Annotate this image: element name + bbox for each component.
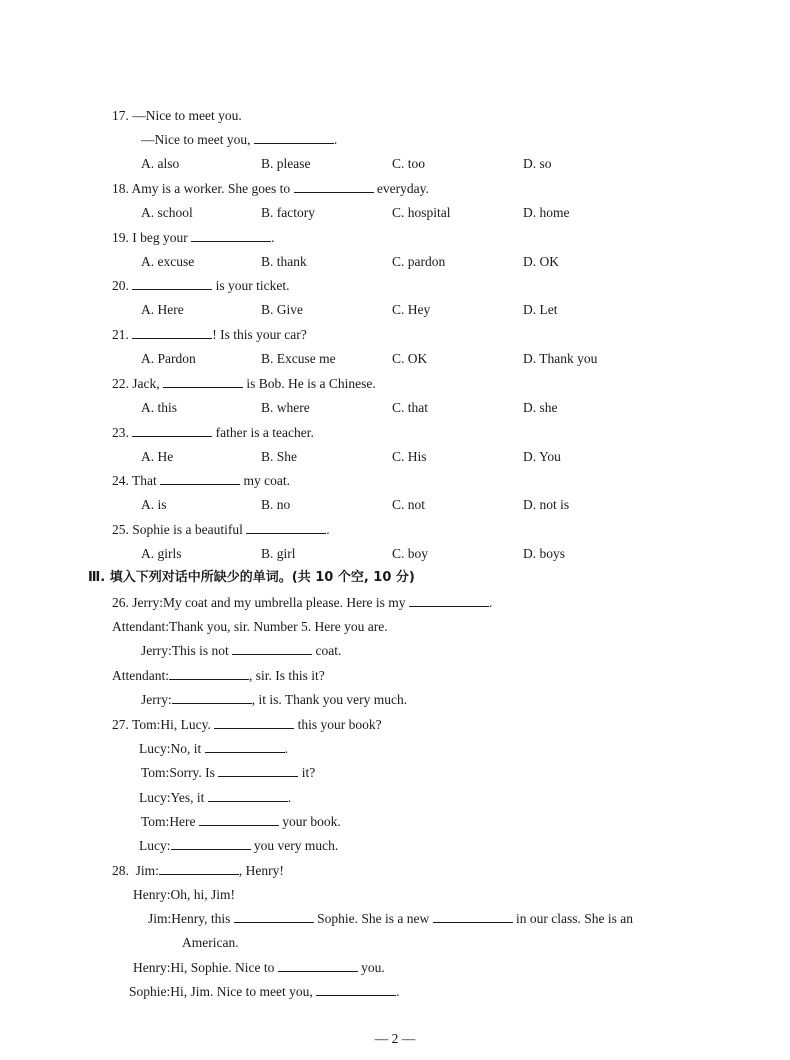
dialogue-text: Henry, this: [171, 911, 231, 926]
option-c: C. boy: [392, 546, 429, 561]
dialogue-26-line-5: [141, 691, 407, 709]
speaker-label: Jerry:: [141, 643, 172, 658]
question-22: [112, 375, 376, 393]
answer-blank[interactable]: [294, 180, 374, 193]
dialogue-28-line-3-cont: American.: [182, 935, 239, 950]
answer-blank[interactable]: [234, 910, 314, 923]
dialogue-text: coat.: [315, 643, 342, 658]
dialogue-27-line-5: [141, 813, 341, 831]
answer-blank[interactable]: [316, 983, 396, 996]
option-d: D. Thank you: [523, 351, 598, 366]
option-a: A. Here: [141, 302, 184, 317]
stem-text: Jack,: [132, 376, 160, 391]
question-number: 25.: [112, 522, 129, 537]
answer-blank[interactable]: [169, 667, 249, 680]
dialogue-text: Sorry. Is: [169, 765, 215, 780]
stem-text: father is a teacher.: [215, 425, 314, 440]
stem-text: —Nice to meet you,: [141, 132, 251, 147]
answer-blank[interactable]: [163, 375, 243, 388]
answer-blank[interactable]: [160, 472, 240, 485]
option-c: C. OK: [392, 351, 428, 366]
dialogue-text: Hi, Lucy.: [160, 717, 211, 732]
question-number: 21.: [112, 327, 129, 342]
question-number: 26.: [112, 595, 129, 610]
dialogue-text: .: [287, 790, 292, 805]
question-number: 20.: [112, 278, 129, 293]
option-d: D. Let: [523, 302, 558, 317]
option-b: B. girl: [261, 546, 296, 561]
dialogue-text: .: [284, 741, 289, 756]
speaker-label: Lucy:: [139, 838, 171, 853]
stem-text: That: [132, 473, 157, 488]
stem-text: Sophie is a beautiful: [132, 522, 243, 537]
dialogue-text: , it is. Thank you very much.: [251, 692, 408, 707]
stem-text: is your ticket.: [215, 278, 290, 293]
dialogue-text: , Henry!: [238, 863, 284, 878]
option-d: D. so: [523, 156, 552, 171]
dialogue-27-line-3: [141, 764, 315, 782]
dialogue-27-line-6: [139, 837, 338, 855]
answer-blank[interactable]: [246, 521, 326, 534]
dialogue-28-line-4: [133, 959, 385, 977]
question-18: [112, 180, 429, 198]
option-d: D. boys: [523, 546, 566, 561]
dialogue-text: Thank you, sir. Number 5. Here you are.: [169, 619, 388, 634]
option-c: C. pardon: [392, 254, 446, 269]
option-b: B. She: [261, 449, 298, 464]
dialogue-28-line-2: [133, 886, 235, 904]
option-a: A. school: [141, 205, 193, 220]
dialogue-text: it?: [301, 765, 316, 780]
stem-text: is Bob. He is a Chinese.: [246, 376, 376, 391]
speaker-label: Sophie:: [129, 984, 171, 999]
question-17: [112, 107, 242, 125]
speaker-label: Lucy:: [139, 741, 171, 756]
question-number: 22.: [112, 376, 129, 391]
option-c: C. hospital: [392, 205, 451, 220]
answer-blank[interactable]: [232, 642, 312, 655]
stem-text: .: [333, 132, 338, 147]
dialogue-27-line-1: [112, 716, 382, 734]
question-25: [112, 521, 330, 539]
question-number: 17.: [112, 108, 129, 123]
dialogue-28-line-3: [148, 910, 633, 928]
dialogue-text: Sophie. She is a new: [317, 911, 430, 926]
dialogue-text: Here: [169, 814, 196, 829]
answer-blank[interactable]: [218, 764, 298, 777]
option-b: B. thank: [261, 254, 307, 269]
dialogue-28-line-5: [129, 983, 400, 1001]
dialogue-text: Yes, it: [170, 790, 205, 805]
dialogue-text: you.: [361, 960, 385, 975]
option-b: B. where: [261, 400, 310, 415]
dialogue-text: This is not: [171, 643, 229, 658]
dialogue-26-line-4: [112, 667, 325, 685]
answer-blank[interactable]: [199, 813, 279, 826]
option-c: C. Hey: [392, 302, 431, 317]
dialogue-26-line-3: [141, 642, 341, 660]
question-24: [112, 472, 290, 490]
question-21: [112, 326, 307, 344]
speaker-label: Tom:: [132, 717, 161, 732]
option-c: C. too: [392, 156, 426, 171]
stem-text: everyday.: [376, 181, 429, 196]
speaker-label: Jim:: [135, 863, 159, 878]
speaker-label: Attendant:: [112, 668, 169, 683]
option-b: B. no: [261, 497, 291, 512]
answer-blank[interactable]: [205, 740, 285, 753]
dialogue-text: No, it: [170, 741, 202, 756]
dialogue-text: .: [396, 984, 400, 999]
answer-blank[interactable]: [254, 131, 334, 144]
answer-blank[interactable]: [171, 837, 251, 850]
option-a: A. girls: [141, 546, 182, 561]
option-d: D. You: [523, 449, 561, 464]
stem-text: .: [326, 522, 330, 537]
option-a: A. He: [141, 449, 174, 464]
option-b: B. Give: [261, 302, 303, 317]
answer-blank[interactable]: [214, 716, 294, 729]
question-number: 27.: [112, 717, 129, 732]
answer-blank[interactable]: [409, 594, 489, 607]
option-b: B. Excuse me: [261, 351, 336, 366]
dialogue-text: your book.: [282, 814, 341, 829]
speaker-label: Jim:: [148, 911, 172, 926]
option-d: D. home: [523, 205, 570, 220]
question-20: [112, 277, 290, 295]
question-number: 28.: [112, 863, 129, 878]
stem-text: ! Is this your car?: [212, 327, 307, 342]
question-17-line2: [141, 131, 337, 149]
question-stem: —Nice to meet you.: [132, 108, 242, 123]
option-a: A. is: [141, 497, 167, 512]
option-b: B. factory: [261, 205, 315, 220]
speaker-label: Henry:: [133, 960, 171, 975]
option-d: D. she: [523, 400, 558, 415]
question-number: 18.: [112, 181, 129, 196]
answer-blank[interactable]: [208, 789, 288, 802]
speaker-label: Jerry:: [132, 595, 163, 610]
speaker-label: Attendant:: [112, 619, 169, 634]
option-d: D. OK: [523, 254, 559, 269]
option-c: C. His: [392, 449, 427, 464]
dialogue-text: , sir. Is this it?: [249, 668, 325, 683]
speaker-label: Lucy:: [139, 790, 171, 805]
section-3-heading: Ⅲ. 填入下列对话中所缺少的单词。(共 10 个空, 10 分): [88, 570, 415, 585]
option-d: D. not is: [523, 497, 570, 512]
dialogue-text: My coat and my umbrella please. Here is my: [163, 595, 406, 610]
answer-blank[interactable]: [132, 277, 212, 290]
answer-blank[interactable]: [433, 910, 513, 923]
dialogue-text: in our class. She is an: [516, 911, 634, 926]
option-b: B. please: [261, 156, 311, 171]
dialogue-26-line-2: [112, 618, 388, 636]
speaker-label: Henry:: [133, 887, 171, 902]
question-23: [112, 424, 314, 442]
stem-text: Amy is a worker. She goes to: [131, 181, 291, 196]
question-number: 23.: [112, 425, 129, 440]
speaker-label: Tom:: [141, 814, 170, 829]
question-number: 24.: [112, 473, 129, 488]
option-a: A. Pardon: [141, 351, 196, 366]
dialogue-text: Hi, Sophie. Nice to: [170, 960, 275, 975]
dialogue-text: Hi, Jim. Nice to meet you,: [170, 984, 313, 999]
stem-text: .: [271, 230, 275, 245]
answer-blank[interactable]: [132, 326, 212, 339]
dialogue-text: Oh, hi, Jim!: [170, 887, 236, 902]
question-number: 19.: [112, 230, 129, 245]
dialogue-27-line-2: [139, 740, 288, 758]
speaker-label: Jerry:: [141, 692, 172, 707]
stem-text: my coat.: [243, 473, 291, 488]
stem-text: I beg your: [132, 230, 188, 245]
dialogue-26-line-1: [112, 594, 492, 612]
page-number: — 2 —: [374, 1031, 416, 1046]
speaker-label: Tom:: [141, 765, 170, 780]
option-a: A. excuse: [141, 254, 195, 269]
option-a: A. this: [141, 400, 178, 415]
question-19: [112, 229, 274, 247]
answer-blank[interactable]: [278, 959, 358, 972]
answer-blank[interactable]: [159, 862, 239, 875]
dialogue-27-line-4: [139, 789, 291, 807]
option-c: C. that: [392, 400, 428, 415]
dialogue-text: you very much.: [253, 838, 339, 853]
answer-blank[interactable]: [132, 424, 212, 437]
answer-blank[interactable]: [172, 691, 252, 704]
dialogue-text: .: [488, 595, 493, 610]
dialogue-text: this your book?: [297, 717, 382, 732]
answer-blank[interactable]: [191, 229, 271, 242]
option-c: C. not: [392, 497, 426, 512]
dialogue-28-line-1: [112, 862, 284, 880]
option-a: A. also: [141, 156, 180, 171]
